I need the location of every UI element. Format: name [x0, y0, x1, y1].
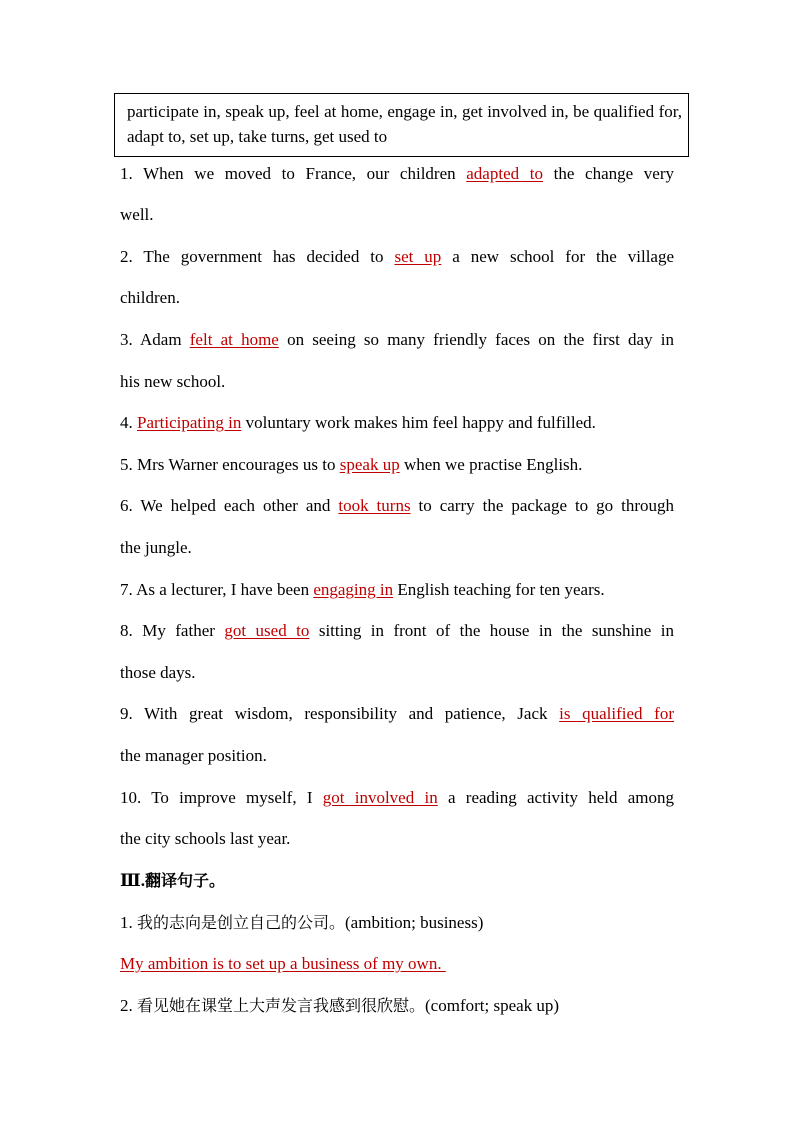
item-text-continuation: the city schools last year. — [120, 829, 291, 848]
exercise-item-5 — [120, 455, 674, 475]
item-text-before: To improve myself, I — [151, 788, 313, 807]
item-number: 4. — [120, 413, 133, 432]
item-number: 9. — [120, 704, 133, 723]
item-text-after: voluntary work makes him feel happy and fulfilled. — [245, 413, 596, 432]
item-text-before: Adam — [140, 330, 182, 349]
answer-blank: took turns — [338, 496, 411, 515]
chinese-sentence: 看见她在课堂上大声发言我感到很欣慰。 — [137, 996, 426, 1015]
exercise-item-9-continuation — [120, 746, 674, 766]
exercise-item-4 — [120, 413, 674, 433]
item-text-before: We helped each other and — [140, 496, 331, 515]
answer-blank: speak up — [339, 455, 400, 474]
answer-blank: got used to — [224, 621, 310, 640]
item-text-after: sitting in front of the house in the sunshine in — [318, 621, 674, 640]
item-text-after: to carry the package to go through — [418, 496, 674, 515]
word-hint: (ambition; business) — [345, 913, 484, 932]
answer-blank: felt at home — [189, 330, 279, 349]
item-text-before: The government has decided to — [143, 247, 384, 266]
item-text-after: the change very — [553, 164, 674, 183]
item-number: 1. — [120, 164, 133, 183]
exercise-item-1-continuation — [120, 205, 674, 225]
item-text-continuation: the manager position. — [120, 746, 267, 765]
item-number: 6. — [120, 496, 133, 515]
section-title: 翻译句子。 — [144, 871, 225, 890]
item-text-after: when we practise English. — [403, 455, 583, 474]
item-text-before: As a lecturer, I have been — [136, 580, 310, 599]
item-text-continuation: his new school. — [120, 372, 226, 391]
exercise-item-6 — [120, 496, 674, 516]
answer-blank: set up — [394, 247, 442, 266]
item-number: 8. — [120, 621, 133, 640]
exercise-item-6-continuation — [120, 538, 674, 558]
item-text-before: When we moved to France, our children — [143, 164, 456, 183]
exercise-item-8 — [120, 621, 674, 641]
exercise-item-8-continuation — [120, 663, 674, 683]
translation-answer: My ambition is to set up a business of my own. — [120, 954, 446, 973]
item-number: 3. — [120, 330, 133, 349]
item-text-after: a new school for the village — [452, 247, 675, 266]
item-number: 1. — [120, 913, 133, 932]
item-number: 2. — [120, 247, 133, 266]
translation-item-2 — [120, 996, 674, 1016]
exercise-item-10 — [120, 788, 674, 808]
answer-blank: adapted to — [466, 164, 543, 183]
item-text-continuation: those days. — [120, 663, 196, 682]
item-number: 5. — [120, 455, 133, 474]
exercise-item-3 — [120, 330, 674, 350]
item-text-continuation: the jungle. — [120, 538, 192, 557]
translation-item-1 — [120, 913, 674, 933]
item-number: 2. — [120, 996, 133, 1015]
item-text-before: With great wisdom, responsibility and patience, Jack — [144, 704, 548, 723]
answer-blank: Participating in — [137, 413, 242, 432]
item-text-after: English teaching for ten years. — [397, 580, 605, 599]
answer-blank: is qualified for — [559, 704, 675, 723]
section-numeral: Ⅲ. — [120, 871, 145, 890]
word-bank-box — [114, 93, 689, 157]
exercise-item-10-continuation — [120, 829, 674, 849]
word-hint: (comfort; speak up) — [425, 996, 560, 1015]
item-text-before: My father — [142, 621, 215, 640]
item-text-after: on seeing so many friendly faces on the first day in — [287, 330, 675, 349]
item-number: 7. — [120, 580, 133, 599]
word-bank-text: participate in, speak up, feel at home, engage in, get involved in, be qualified for, adapt to, set up, take turns, get used to — [127, 102, 682, 146]
item-text-continuation: children. — [120, 288, 180, 307]
chinese-sentence: 我的志向是创立自己的公司。 — [137, 913, 346, 932]
item-text-after: a reading activity held among — [447, 788, 675, 807]
exercise-item-2 — [120, 247, 674, 267]
answer-blank: engaging in — [313, 580, 394, 599]
exercise-item-3-continuation — [120, 372, 674, 392]
answer-blank: got involved in — [322, 788, 438, 807]
exercise-item-1 — [120, 164, 674, 184]
exercise-item-2-continuation — [120, 288, 674, 308]
exercise-item-9 — [120, 704, 674, 724]
item-number: 10. — [120, 788, 142, 807]
item-text-continuation: well. — [120, 205, 154, 224]
section-heading — [120, 871, 674, 891]
item-text-before: Mrs Warner encourages us to — [137, 455, 336, 474]
exercise-item-7 — [120, 580, 674, 600]
translation-answer-1 — [120, 954, 674, 974]
